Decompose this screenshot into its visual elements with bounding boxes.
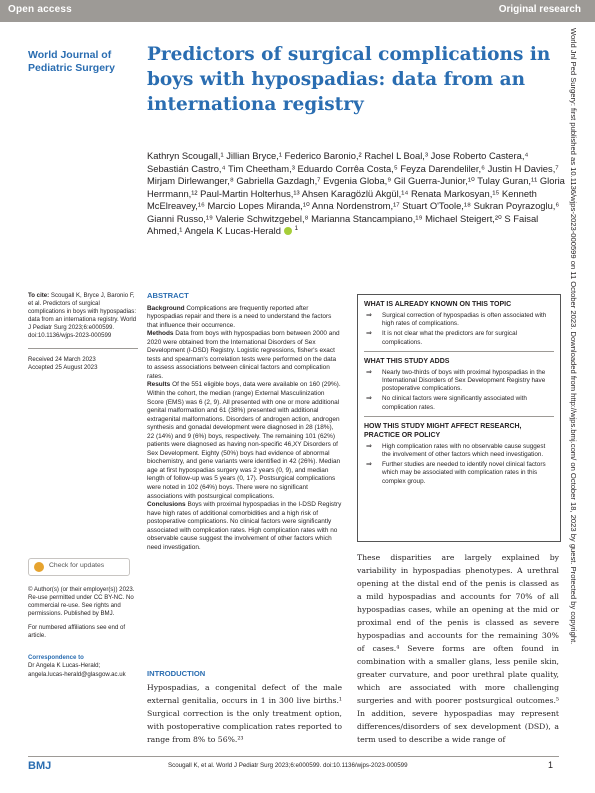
abstract-background [147, 305, 342, 331]
abstract-methods [147, 330, 342, 381]
abstract-conclusions [147, 501, 342, 552]
footer-citation: Scougall K, et al. World J Pediatr Surg 2023;6:e000599. doi:10.1136/wjps-2023-000599 [168, 762, 408, 769]
authors-text: Kathryn Scougall,¹ Jillian Bryce,¹ Federico Baronio,² Rachel L Boal,³ Jose Roberto Castera,⁴ Sebastián Castro,⁴ Tim Cheetham,³ Eduardo Corrêa Costa,⁵ Feyza Darendeliler,⁶ Justin H Davies,⁷ Mirjam Dirlewanger,⁸ Gabriella Gazdagh,⁷ Evgenia Globa,⁹ Gil Guerra-Junior,¹⁰ Tulay Guran,¹¹ Gloria Herrmann,¹² Paul-Martin Holterhus,¹³ Ahsen Karagözlü Akgül,¹⁴ Renata Markosyan,¹⁵ Kenneth McElreavey,¹⁶ Marcio Lopes Miranda,¹⁰ Anna Nordenstrom,¹⁷ Stuart O'Toole,¹⁸ Sukran Poyrazoglu,⁶ Gianni Russo,¹⁹ Valerie Schwitzgebel,⁸ Marianna Stancampiano,¹⁹ Michael Steigert,²⁰ S Faisal Ahmed,¹ Angela K Lucas-Herald [147, 150, 565, 236]
page-number: 1 [548, 760, 554, 770]
conclusions-label: Conclusions [147, 501, 186, 509]
divider [364, 416, 554, 417]
results-label: Results [147, 381, 171, 389]
abstract-results [147, 381, 342, 501]
article-info-column [28, 292, 138, 679]
known-item: ⇒ Surgical correction of hypospadias is often associated with high rates of complications. [364, 312, 554, 328]
abstract [147, 292, 342, 552]
abstract-heading: ABSTRACT [147, 291, 189, 300]
background-text: Complications are frequently reported after hypospadias repair and there is a need to understand the factors that influence their occurrence. [147, 304, 332, 329]
adds-item: ⇒ No clinical factors were significantly associated with complication rates. [364, 395, 554, 411]
check-updates-label: Check for updates [49, 561, 105, 569]
journal-name-line1: World Journal of [28, 49, 112, 61]
crossmark-icon [34, 562, 44, 572]
introduction-text: Hypospadias, a congenital defect of the male external genitalia, occurs in 1 in 300 live births.¹ Surgical correction is the only treatment option, with postoperative complication rates reported to range from 8% to 56%.²³ [147, 683, 342, 744]
introduction-heading: INTRODUCTION [147, 669, 206, 678]
orcid-icon[interactable] [284, 227, 292, 235]
body-text-right [357, 551, 559, 746]
cite-text: Scougall K, Bryce J, Baronio F, et al. Predictors of surgical complications in boys with hypospadias: data from an internationa registry. World J Pediatr Surg 2023;6:e000599. doi:10.1136/wjps-2023-000599 [28, 292, 137, 340]
accepted-date: Accepted 25 August 2023 [28, 363, 98, 371]
check-updates-button[interactable] [28, 558, 130, 576]
divider [364, 351, 554, 352]
bmj-logo: BMJ [28, 760, 52, 772]
top-banner [0, 0, 595, 22]
affect-item: ⇒ Further studies are needed to identify novel clinical factors which may be associated with complication rates in this complex group. [364, 461, 554, 486]
copyright-notice: © Author(s) (or their employer(s)) 2023. Re-use permitted under CC BY-NC. No commercial re-use. See rights and permissions. Published by BMJ. [28, 585, 135, 618]
background-label: Background [147, 304, 185, 312]
affect-item: ⇒ High complication rates with no observable cause suggest the involvement of other factors which need investigation. [364, 443, 554, 459]
results-text: Of the 551 eligible boys, data were available on 160 (29%). Within the cohort, the median (range) External Masculinization Score (EMS) was 6 (2, 9). All presented with one or more additional genital malformation and 61 (38%) presented with additional extragenital malformations. Disorders of androgen action, androgen synthesis and gonadal development were diagnosed in 28 (18%), 22 (14%) and 9 (6%) boys, respectively. The remaining 101 (62%) patients were diagnosed as having non-specific 46,XY Disorders of Sex Development. Eighty (50%) boys had evidence of abnormal biochemistry, and gene variants were identified in 42 (26%). Median age at first hypospadias surgery was 2 years (0, 9), and median length of follow-up was 5 years (0, 17). Postsurgical complications were noted in 102 (64%) boys. There were no significant associations with postsurgical complications. [147, 381, 341, 500]
introduction-section [147, 669, 342, 746]
adds-item: ⇒ Nearly two-thirds of boys with proximal hypospadias in the International Disorders of Sex Development Registry have postoperative complications. [364, 369, 554, 394]
open-access-label: Open access [8, 4, 72, 15]
correspondence-text[interactable]: Dr Angela K Lucas-Herald; angela.lucas-herald@glasgow.ac.uk [28, 662, 126, 678]
cite-label: To cite: [28, 292, 50, 299]
footer-divider [28, 756, 559, 757]
known-item: ⇒ It is not clear what the predictors are for surgical complications. [364, 330, 554, 346]
journal-name-line2: Pediatric Surgery [28, 62, 115, 74]
key-messages-box [357, 294, 561, 542]
methods-label: Methods [147, 330, 174, 338]
body-paragraph: These disparities are largely explained by variability in hypospadias phenotypes. A urethral opening at the distal end of the penis is classed as a mild hypospadias and accounts for 70% of all hypospadias cases, while an opening at the mid or proximal end of the penis is classed as severe hypospadias and accounts for the remaining 30% of cases.⁴ Severe forms are often found in combination with a smaller glans, less penile skin, greater curvature, and poor urethral plate quality, which are associated with more challenging surgeries and with poorer postsurgical outcomes.⁵ In addition, severe hypospadias may represent differences/disorders of sex development (DSD), a term used to describe a wide range of [357, 553, 559, 744]
adds-heading: WHAT THIS STUDY ADDS [364, 357, 450, 365]
journal-logo [28, 49, 140, 75]
article-title: Predictors of surgical complications in boys with hypospadias: data from an internationa registry [147, 44, 551, 115]
author-list [147, 150, 565, 238]
article-type-label: Original research [498, 4, 581, 15]
conclusions-text: Boys with proximal hypospadias in the I-DSD Registry have high rates of additional comorbidities and a high risk of postoperative complications. No clinical factors were significantly associated with complication rates. High complication rates with no observable cause suggest the involvement of other factors which need investigation. [147, 501, 342, 551]
correspondence-label: Correspondence to [28, 654, 84, 662]
affiliations-note: For numbered affiliations see end of article. [28, 624, 126, 640]
affect-heading: HOW THIS STUDY MIGHT AFFECT RESEARCH, PRACTICE OR POLICY [364, 422, 522, 439]
methods-text: Data from boys with hypospadias born between 2000 and 2020 were obtained from the International Disorders of Sex Development (I-DSD) Registry. Logistic regressions, fisher's exact tests and spearman's correlation tests were performed on the data to assess associations between clinical factors and complication rates. [147, 330, 340, 380]
known-heading: WHAT IS ALREADY KNOWN ON THIS TOPIC [364, 301, 512, 308]
divider [28, 348, 138, 349]
download-note: World Jnl Ped Surgery: first published as 10.1136/wjps-2023-000599 on 11 October 2023. Downloaded from http://wjps.bmj.com/ on October 18, 2023 by guest. Protected by copyright. [569, 28, 578, 645]
author-last-affiliation: 1 [294, 224, 299, 232]
received-date: Received 24 March 2023 [28, 355, 96, 363]
